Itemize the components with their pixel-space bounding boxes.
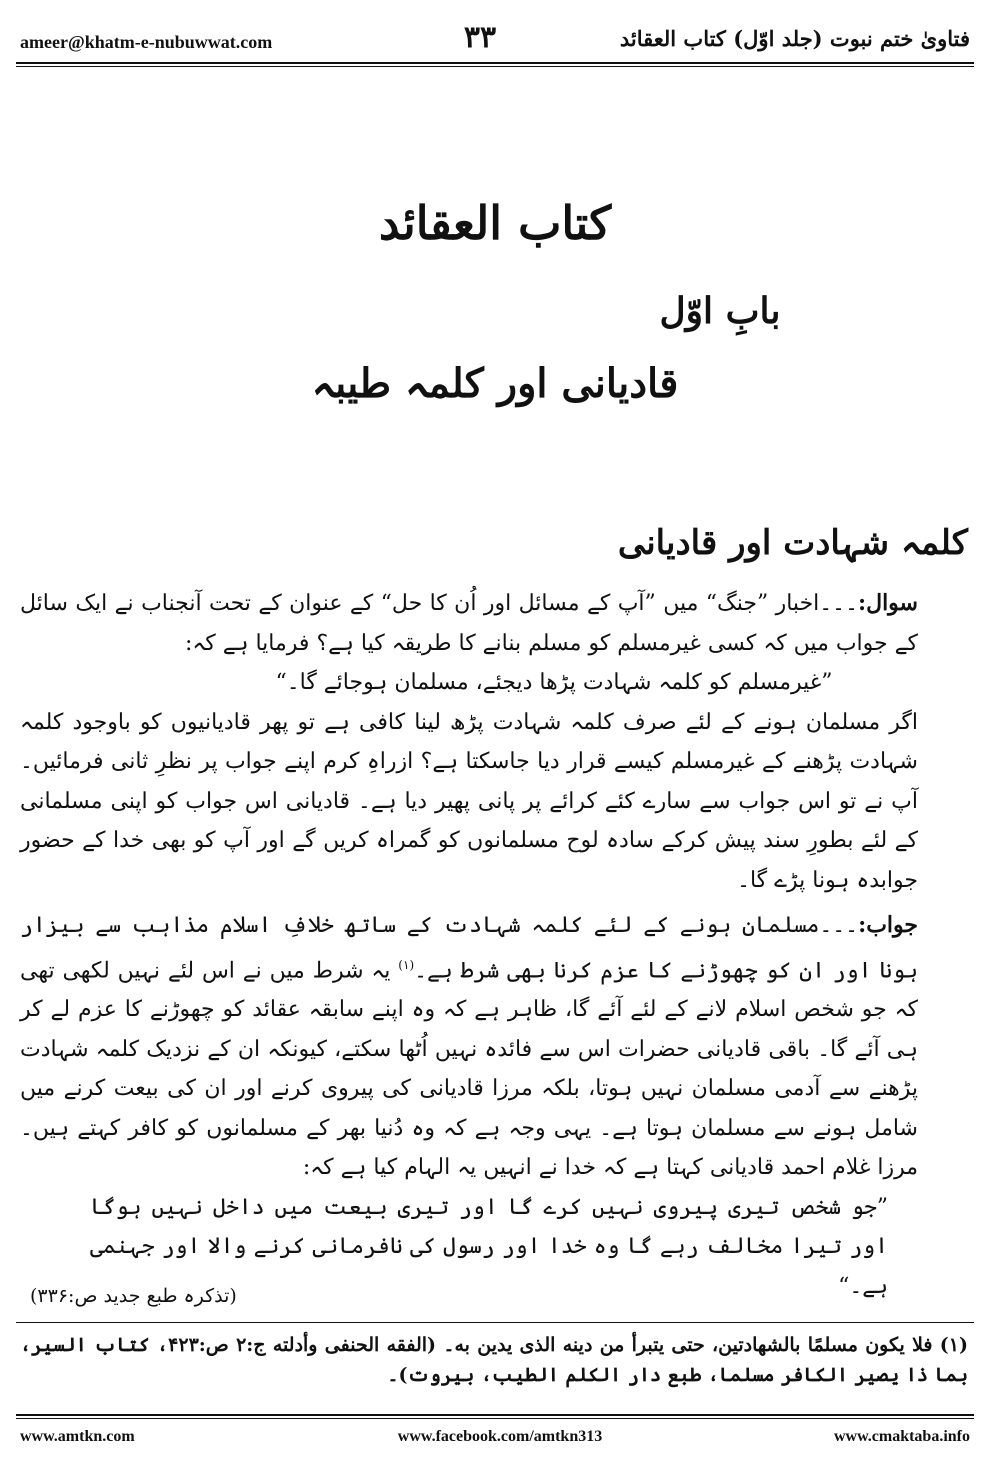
footnote-marker: (۱) [398,957,415,972]
chapter-title: بابِ اوّل [659,290,781,332]
footnote-rule [16,1322,974,1323]
question-label: سوال: [857,590,918,616]
question-paragraph [20,584,968,663]
question-paragraph-2: اگر مسلمان ہونے کے لئے صرف کلمہ شہادت پڑھ لینا کافی ہے تو پھر قادیانیوں کو باوجود کلمہ شہادت پڑھنے کے غیرمسلم کیسے قرار دیا جاسکتا ہے؟ ازراہِ کرم اپنے جواب پر نظرِ ثانی فرمائیں۔ آپ نے تو اس جواب سے سارے کئے کرائے پر پانی پھیر دیا ہے۔ قادیانی اس جواب کو اپنی مسلمانی کے لئے بطورِ سند پیش کرکے سادہ لوح مسلمانوں کو گمراہ کریں گے اور آپ کو بھی خدا کے حضور جوابدہ ہونا پڑے گا۔ [20,709,918,893]
question-quote: ”غیرمسلم کو کلمہ شہادت پڑھا دیجئے، مسلمان ہوجائے گا۔“ [275,670,833,695]
footer-link-left[interactable]: www.amtkn.com [20,1428,135,1445]
answer-text-a: ۔۔۔مسلمان ہونے کے لئے کلمہ شہادت کے ساتھ خلافِ اسلام مذاہب سے بیزار ہونا اور ان کو چھوڑنے کا عزم کرنا بھی شرط ہے۔ [20,913,918,983]
answer-paragraph [20,906,968,1188]
chapter-subtitle: قادیانی اور کلمہ طیبہ [311,360,679,407]
footer-rule-thin [16,1418,974,1419]
page-title: کتاب العقائد [378,196,612,250]
quote-reference: (تذکرہ طبع جدید ص:۳۳۶) [30,1285,237,1307]
footer-link-right[interactable]: www.cmaktaba.info [833,1428,970,1445]
answer-quote: ”جو شخص تیری پیروی نہیں کرے گا اور تیری بیعت میں داخل نہیں ہوگا اور تیرا مخالف رہے گا وہ خدا اور رسول کی نافرمانی کرنے والا اور جہنمی ہے۔“ [90,1194,888,1299]
question-text: ۔۔۔اخبار ”جنگ“ میں ”آپ کے مسائل اور اُن کا حل“ کے عنوان کے تحت آنجناب نے ایک سائل کے جواب میں کہ کسی غیرمسلم کو مسلم بنانے کا طریقہ کیا ہے؟ فرمایا ہے کہ: [20,591,918,656]
header-rule [16,62,974,64]
answer-text-b: یہ شرط میں نے اس لئے نہیں لکھی تھی کہ جو شخص اسلام لانے کے لئے آئے گا، ظاہر ہے کہ وہ اپنے سابقہ عقائد کو چھوڑنے کا عزم لے کر ہی آئے گا۔ باقی قادیانی حضرات اس سے فائدہ نہیں اُٹھا سکتے، کیونکہ ان کے نزدیک کلمہ شہادت پڑھنے سے آدمی مسلمان نہیں ہوتا، بلکہ مرزا قادیانی کی پیروی کرنے اور ان کی بیعت کرنے میں شامل ہونے سے مسلمان ہوتا ہے۔ یہی وجہ ہے کہ وہ دُنیا بھر کے مسلمانوں کو کافر کہتے ہیں۔ مرزا غلام احمد قادیانی کہتا ہے کہ خدا نے انہیں یہ الہام کیا ہے کہ: [20,957,918,1181]
footer-rule [16,1414,974,1416]
footer-link-middle[interactable]: www.facebook.com/amtkn313 [397,1428,603,1445]
page-number: ۳۳ [463,20,497,55]
section-heading: کلمہ شہادت اور قادیانی [617,523,968,563]
header-rule-thin [16,66,974,67]
answer-label: جواب: [858,912,918,938]
book-title: فتاویٰ ختم نبوت (جلد اوّل) کتاب العقائد [619,26,970,51]
body-text [20,584,968,1306]
header-email: ameer@khatm-e-nubuwwat.com [20,32,273,52]
footnote: (۱) فلا یکون مسلمًا بالشھادتین، حتی یتبرأ من دینه الذی یدین به۔ (الفقه الحنفی وأدلته ج:۲ ص:۴۲۳، کتاب السیر، بما ذا یصیر الکافر مسلما، طبع دار الکلم الطیب، بیروت)۔ [20,1334,968,1386]
